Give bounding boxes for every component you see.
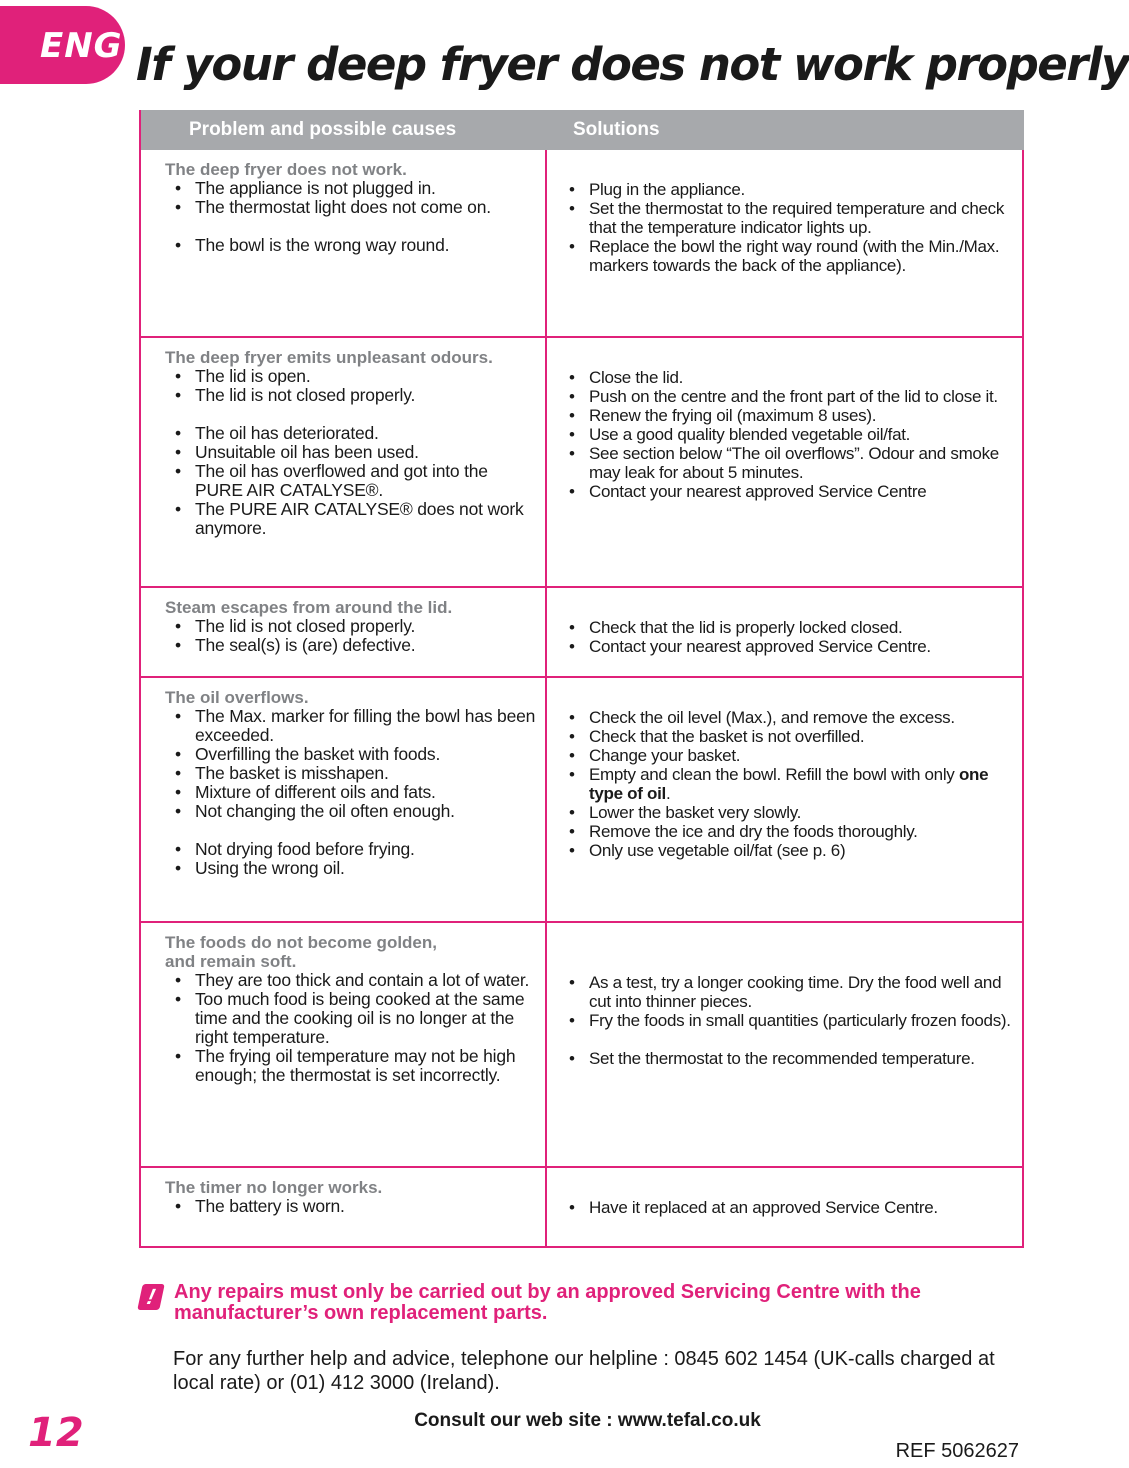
cause-item: • Not drying food before frying. xyxy=(165,840,539,859)
cause-item: • The lid is open. xyxy=(165,367,539,386)
cause-item: • The bowl is the wrong way round. xyxy=(165,236,539,255)
problem-cell xyxy=(141,150,547,336)
cause-item: • Too much food is being cooked at the same time and the cooking oil is no longer at the right temperature. xyxy=(165,990,539,1047)
table-row xyxy=(141,676,1024,921)
solution-item: • Check the oil level (Max.), and remove the excess. xyxy=(559,708,1012,727)
exclamation-icon: ! xyxy=(137,1284,165,1310)
problem-cell xyxy=(141,588,547,676)
header-solutions: Solutions xyxy=(573,119,660,140)
cause-item: • Using the wrong oil. xyxy=(165,859,539,878)
cause-item: • The lid is not closed properly. xyxy=(165,617,539,636)
solution-emphasis: one type of oil xyxy=(589,765,989,803)
solution-cell xyxy=(547,923,1024,1166)
header-problems: Problem and possible causes xyxy=(189,119,457,140)
problem-heading xyxy=(165,933,539,971)
solution-item: • Check that the basket is not overfilled. xyxy=(559,727,1012,746)
reference-code: REF 5062627 xyxy=(895,1440,1019,1462)
solution-cell xyxy=(547,150,1024,336)
cause-item: • The Max. marker for filling the bowl has been exceeded. xyxy=(165,707,539,745)
problem-heading: The deep fryer emits unpleasant odours. xyxy=(165,348,493,367)
problem-cell xyxy=(141,678,547,921)
cause-item: • The appliance is not plugged in. xyxy=(165,179,539,198)
problem-heading: The timer no longer works. xyxy=(165,1178,383,1197)
helpline-text: For any further help and advice, telephone our helpline : 0845 602 1454 (UK-calls charged at local rate) or (01) 412 3000 (Ireland). xyxy=(173,1348,995,1394)
problem-cell xyxy=(141,1168,547,1246)
table-row xyxy=(141,336,1024,586)
solution-item: • Set the thermostat to the required temperature and check that the temperature indicator lights up. xyxy=(559,199,1012,237)
solution-item: • Change your basket. xyxy=(559,746,1012,765)
table-header xyxy=(141,110,1024,150)
solution-item: • Use a good quality blended vegetable oil/fat. xyxy=(559,425,1012,444)
website-text: Consult our web site : www.tefal.co.uk xyxy=(414,1410,761,1431)
table-row xyxy=(141,150,1024,336)
solution-cell xyxy=(547,1168,1024,1246)
solution-item: • Renew the frying oil (maximum 8 uses). xyxy=(559,406,1012,425)
solution-cell xyxy=(547,588,1024,676)
troubleshooting-table xyxy=(139,110,1024,1248)
solution-item: • Contact your nearest approved Service Centre. xyxy=(559,637,1012,656)
problem-cell xyxy=(141,338,547,586)
language-tab xyxy=(0,6,125,84)
cause-item: • Overfilling the basket with foods. xyxy=(165,745,539,764)
solution-item: • Contact your nearest approved Service Centre xyxy=(559,482,1012,501)
page-title: If your deep fryer does not work properly xyxy=(136,38,1129,91)
solution-cell xyxy=(547,678,1024,921)
cause-item: • The battery is worn. xyxy=(165,1197,539,1216)
cause-item: • The oil has deteriorated. xyxy=(165,424,539,443)
cause-item: • The thermostat light does not come on. xyxy=(165,198,539,217)
solution-item: • Only use vegetable oil/fat (see p. 6) xyxy=(559,841,1012,860)
solution-item: • Lower the basket very slowly. xyxy=(559,803,1012,822)
table-row xyxy=(141,921,1024,1166)
solution-item: • As a test, try a longer cooking time. Dry the food well and cut into thinner pieces. xyxy=(559,973,1012,1011)
cause-item: • The PURE AIR CATALYSE® does not work anymore. xyxy=(165,500,539,538)
cause-item: • They are too thick and contain a lot of water. xyxy=(165,971,539,990)
problem-cell xyxy=(141,923,547,1166)
table-row xyxy=(141,1166,1024,1246)
problem-heading-line: The foods do not become golden, xyxy=(165,933,437,952)
page-number: 12 xyxy=(28,1410,84,1456)
cause-item: • Unsuitable oil has been used. xyxy=(165,443,539,462)
cause-item: • The basket is misshapen. xyxy=(165,764,539,783)
cause-item: • The frying oil temperature may not be high enough; the thermostat is set incorrectly. xyxy=(165,1047,539,1085)
solution-item: • Check that the lid is properly locked closed. xyxy=(559,618,1012,637)
warning-text: Any repairs must only be carried out by an approved Servicing Centre with the manufacturer’s own replacement parts. xyxy=(174,1281,921,1324)
cause-item: • The lid is not closed properly. xyxy=(165,386,539,405)
problem-heading-line: and remain soft. xyxy=(165,952,297,971)
solution-item: • Fry the foods in small quantities (particularly frozen foods). xyxy=(559,1011,1012,1030)
cause-item: • The oil has overflowed and got into the PURE AIR CATALYSE®. xyxy=(165,462,539,500)
solution-text: Empty and clean the bowl. Refill the bowl with only xyxy=(589,765,955,784)
solution-item: • Push on the centre and the front part of the lid to close it. xyxy=(559,387,1012,406)
solution-item: • Empty and clean the bowl. Refill the bowl with only one type of oil. xyxy=(559,765,1012,803)
cause-item: • The seal(s) is (are) defective. xyxy=(165,636,539,655)
solution-item: • Close the lid. xyxy=(559,368,1012,387)
repair-warning xyxy=(140,1282,1020,1324)
problem-heading: Steam escapes from around the lid. xyxy=(165,598,453,617)
language-label: ENG xyxy=(40,26,123,66)
solution-item: • See section below “The oil overflows”. Odour and smoke may leak for about 5 minutes. xyxy=(559,444,1012,482)
solution-item: • Plug in the appliance. xyxy=(559,180,1012,199)
table-row xyxy=(141,586,1024,676)
solution-item: • Have it replaced at an approved Service Centre. xyxy=(559,1198,1012,1217)
problem-heading: The deep fryer does not work. xyxy=(165,160,407,179)
solution-item: • Replace the bowl the right way round (with the Min./Max. markers towards the back of the appliance). xyxy=(559,237,1012,275)
solution-cell xyxy=(547,338,1024,586)
solution-item: • Remove the ice and dry the foods thoroughly. xyxy=(559,822,1012,841)
cause-item: • Mixture of different oils and fats. xyxy=(165,783,539,802)
cause-item: • Not changing the oil often enough. xyxy=(165,802,539,821)
solution-item: • Set the thermostat to the recommended temperature. xyxy=(559,1049,1012,1068)
problem-heading: The oil overflows. xyxy=(165,688,309,707)
